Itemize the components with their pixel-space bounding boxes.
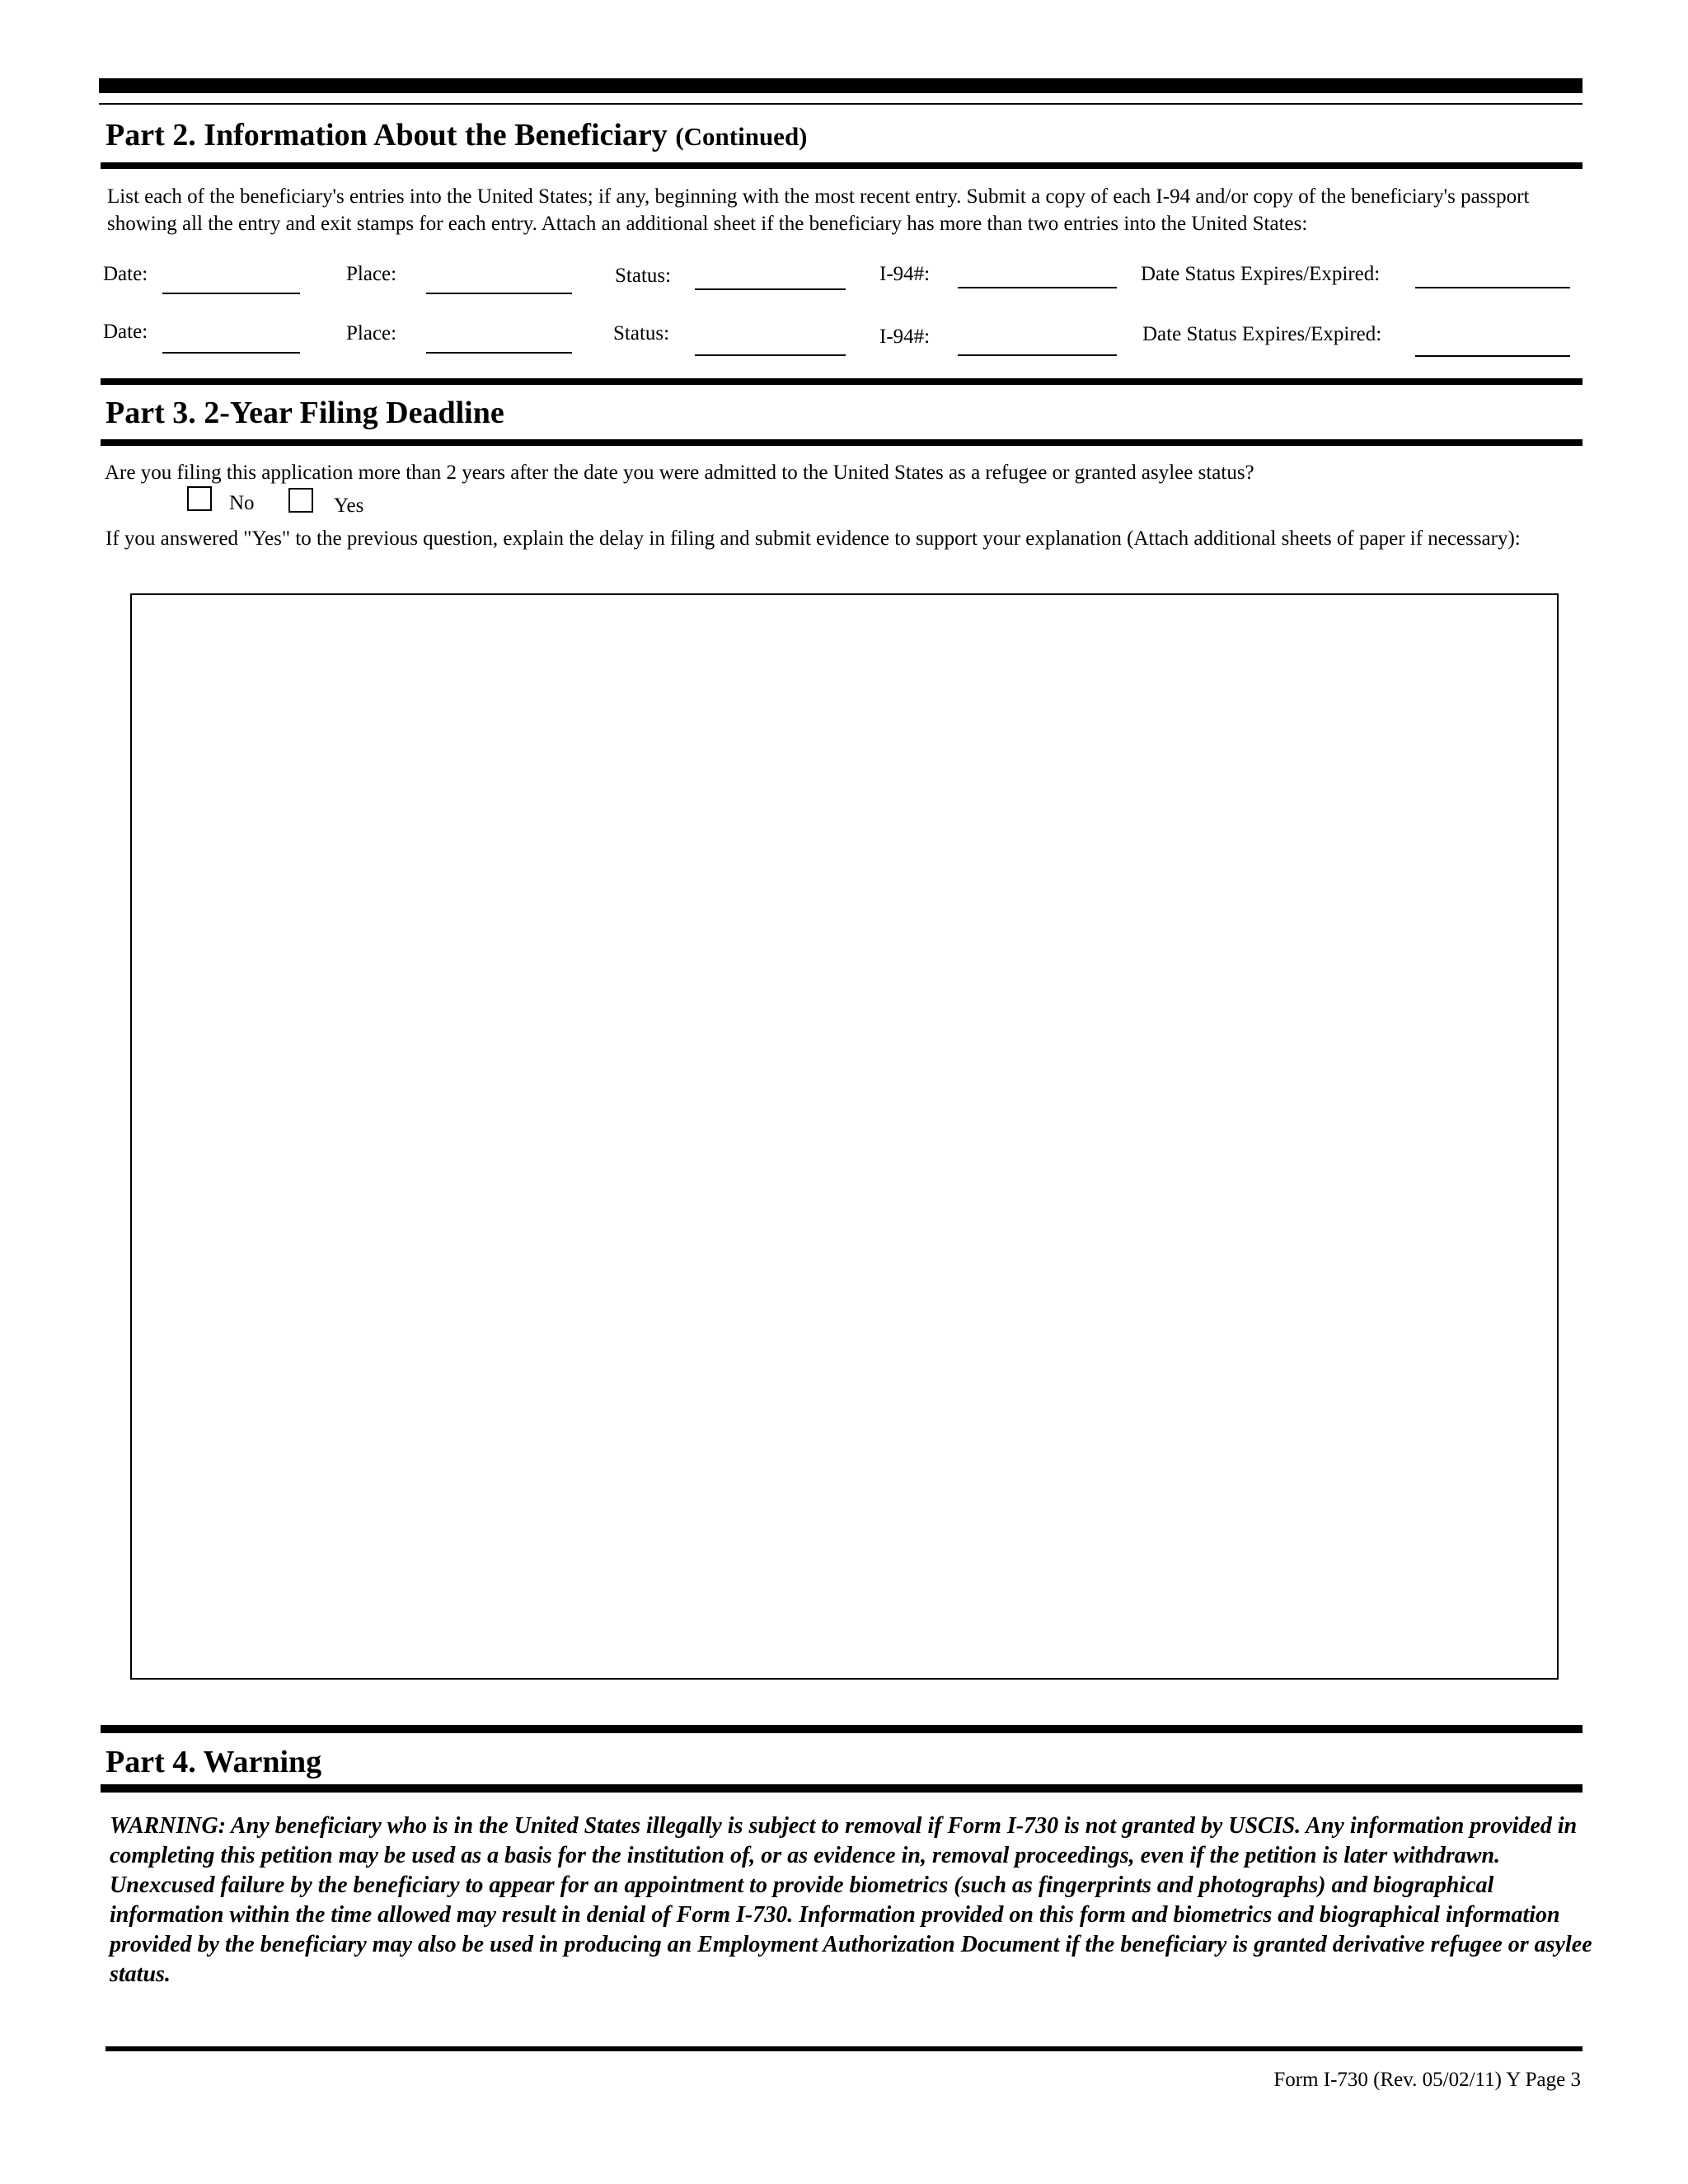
entry1-status-field[interactable] xyxy=(695,288,846,290)
entry2-status-label: Status: xyxy=(613,322,670,344)
entry1-date-field[interactable] xyxy=(162,293,300,294)
entry1-i94-label: I-94#: xyxy=(879,263,931,285)
part2-title xyxy=(106,120,808,151)
explanation-textarea[interactable] xyxy=(130,593,1559,1680)
part2-title-text: Part 2. Information About the Beneficiary xyxy=(106,118,668,152)
entry2-place-field[interactable] xyxy=(426,352,572,354)
entry2-place-label: Place: xyxy=(346,322,397,344)
entry1-expires-label: Date Status Expires/Expired: xyxy=(1141,263,1381,285)
entry1-date-label: Date: xyxy=(103,263,148,285)
yes-checkbox[interactable] xyxy=(288,488,313,513)
part2-title-suffix: (Continued) xyxy=(675,122,808,151)
footer-text: Form I-730 (Rev. 05/02/11) Y Page 3 xyxy=(1273,2069,1581,2091)
entry2-date-label: Date: xyxy=(103,321,148,343)
entry1-expires-field[interactable] xyxy=(1415,287,1570,288)
top-thick-rule xyxy=(99,78,1582,93)
entry1-place-label: Place: xyxy=(346,263,397,285)
no-label: No xyxy=(229,492,255,514)
entry2-status-field[interactable] xyxy=(695,354,846,356)
part3-title: Part 3. 2-Year Filing Deadline xyxy=(106,396,504,430)
entry1-i94-field[interactable] xyxy=(958,287,1117,288)
entry2-date-field[interactable] xyxy=(162,352,300,354)
entry2-i94-label: I-94#: xyxy=(879,326,931,348)
entry2-i94-field[interactable] xyxy=(958,354,1117,356)
part4-title: Part 4. Warning xyxy=(106,1745,322,1779)
part2-rule xyxy=(101,162,1582,169)
top-thin-rule xyxy=(99,103,1582,105)
entry2-expires-field[interactable] xyxy=(1415,355,1570,357)
entry1-status-label: Status: xyxy=(615,265,672,287)
part3-top-rule xyxy=(101,378,1582,385)
yes-label: Yes xyxy=(334,494,364,517)
part4-top-rule xyxy=(101,1725,1582,1733)
entry1-place-field[interactable] xyxy=(426,293,572,294)
part3-rule xyxy=(101,439,1582,446)
footer-rule xyxy=(106,2046,1582,2051)
part4-rule xyxy=(101,1784,1582,1793)
part3-question: Are you filing this application more than 2 years after the date you were admitted to the United States as a refugee or granted asylee status? xyxy=(105,462,1254,484)
entry2-expires-label: Date Status Expires/Expired: xyxy=(1142,323,1382,345)
warning-text: WARNING: Any beneficiary who is in the United States illegally is subject to removal if Form I-730 is not granted by USCIS. Any information provided in completing this petition may be used as a basis for the institution of, or as evidence in, removal proceedings, even if the petition is later withdrawn. Unexcused failure by the beneficiary to appear for an appointment to provide biometrics (such as fingerprints and photographs) and biographical information within the time allowed may result in denial of Form I-730. Information provided on this form and biometrics and biographical information provided by the beneficiary may also be used in producing an Employment Authorization Document if the beneficiary is granted derivative refugee or asylee status. xyxy=(110,1813,1592,1987)
no-checkbox[interactable] xyxy=(187,486,212,511)
part2-instructions: List each of the beneficiary's entries into the United States; if any, beginning with the most recent entry. Submit a copy of each I-94 and/or copy of the beneficiary's passport showing all the entry and exit stamps for each entry. Attach an additional sheet if the beneficiary has more than two entries into the United States: xyxy=(107,185,1530,235)
part3-explain: If you answered "Yes" to the previous question, explain the delay in filing and submit evidence to support your explanation (Attach additional sheets of paper if necessary): xyxy=(106,527,1521,550)
